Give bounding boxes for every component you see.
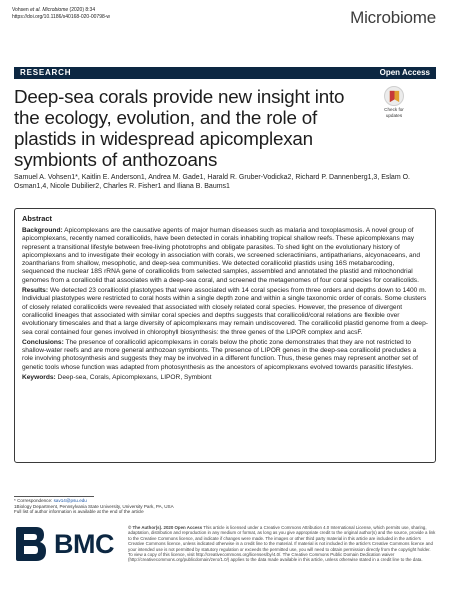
citation-line [12, 7, 110, 14]
more-info-line: Full list of author information is available at the end of the article [14, 509, 144, 515]
abstract-background [22, 227, 428, 285]
copyright-bold: © The Author(s). 2020 Open Access [128, 525, 203, 530]
bmc-logo-text: BMC [54, 529, 114, 559]
abstract-box [14, 208, 436, 463]
citation-block [12, 7, 110, 21]
footnote-divider [14, 496, 94, 497]
conclusions-label: Conclusions: [22, 338, 64, 346]
citation-etal: et al. [28, 7, 43, 13]
doi-link[interactable]: https://doi.org/10.1186/s40168-020-00798-w [12, 14, 111, 20]
background-label: Background: [22, 227, 63, 234]
section-banner [14, 67, 436, 79]
bmc-logo-icon [14, 525, 50, 565]
journal-brand: Microbiome [350, 8, 436, 27]
updates-label-line2: updates [385, 112, 403, 118]
copyright-text: This article is licensed under a Creative Commons Attribution 4.0 International License, which permits use, sharing, adaptation, distribution and reproduction in any medium or format, as long as you give appropriate credit to the original author(s) and the source, provide a link to the Creative Commons licence, and indicate if changes were made. The images or other third party material in this article are included in the article's Creative Commons licence, unless indicated otherwise in a credit line to the material. If material is not included in the article's Creative Commons licence and your intended use is not permitted by statutory regulation or exceeds the permitted use, you will need to obtain permission directly from the copyright holder. To view a copy of this licence, visit http://creativecommons.org/licenses/by/4.0/. The Creative Commons Public Domain Dedication waiver (http://creativecommons.org/publicdomain/zero/1.0/) applies to the data made available in this article, unless otherwise stated in a credit line to the data. [128, 525, 436, 563]
correspondence-prefix: * Correspondence: [14, 498, 54, 503]
keywords-text: Deep-sea, Corals, Apicomplexans, LIPOR, Symbiont [55, 374, 212, 382]
open-access-label: Open Access [379, 68, 430, 77]
updates-label-line1: Check for [384, 107, 404, 112]
background-text: Apicomplexans are the causative agents of major human diseases such as malaria and toxoplasmosis. A novel group of apicomplexans, recently named corallicolids, have been detected in corals inhabiting tropical shallow reefs. These apicomplexans may represent a transitional lifestyle between free-living phototrophs and obligate parasites. To shed light on the evolutionary history of apicomplexans and to investigate their ecology in association with corals, we screened scleractinians, antipatharians, alcyonaceans, and zoantharians from shallow, mesophotic, and deep-sea communities. We detected corallicolid plastids using 16S metabarcoding, sequenced the nuclear 18S rRNA gene of corallicolids from selected samples, assembled and annotated the plastid and mitochondrial genomes from a corallicolid that associates with a deep-sea coral, and screened the metagenomes of four coral species for corallicolids. [22, 227, 421, 284]
citation-journal: Microbiome [42, 7, 69, 13]
abstract-conclusions [22, 339, 428, 372]
footnotes [14, 498, 214, 515]
results-label: Results: [22, 287, 49, 295]
citation-authors: Vohsen [12, 7, 29, 13]
conclusions-text: The presence of corallicolid apicomplexans in corals below the photic zone demonstrates that they are not restricted to shallow-water reefs and are more general anthozoan symbionts. The presence of LIPOR genes in the deep-sea corallicolid precludes a role involving photosynthesis and suggests they may be involved in a different function. Thus, these genes may represent another set of genetic tools whose function was adapted from photosynthesis as the ancestors of apicomplexans evolved towards parasitic lifestyles. [22, 338, 418, 371]
abstract-heading: Abstract [22, 214, 52, 223]
abstract-keywords [22, 374, 428, 382]
keywords-label: Keywords: [22, 374, 56, 382]
check-for-updates-badge[interactable] [374, 86, 414, 120]
bmc-logo [14, 525, 114, 565]
section-label: RESEARCH [20, 68, 72, 77]
updates-label [374, 107, 414, 118]
affiliation-line: 1Biology Department, Pennsylvania State University, University Park, PA, USA [14, 503, 174, 509]
license-text [128, 525, 436, 563]
correspondence-email-link[interactable]: sav14@psu.edu [53, 498, 87, 503]
abstract-results [22, 287, 428, 337]
author-list: Samuel A. Vohsen1*, Kaitlin E. Anderson1, Andrea M. Gade1, Harald R. Gruber-Vodicka2, Richard P. Dannenberg1,3, Eslam O. Osman1,4, Nicole Dubilier2, Charles R. Fisher1 and Iliana B. Baums1 [14, 174, 410, 190]
article-title: Deep-sea corals provide new insight into the ecology, evolution, and the role of plastids in widespread apicomplexan symbionts of anthozoans [14, 86, 345, 170]
citation-volume: (2020) 8:34 [68, 7, 96, 13]
results-text: We detected 23 corallicolid plastotypes that were associated with 14 coral species from three orders and depths down to 1400 m. Individual plastotypes were restricted to coral hosts within a single depth zone and within a single taxonomic order of corals. Some clusters of closely related corallicolids were revealed that associated with closely related coral species. However, the presence of divergent corallicolid lineages that associated with similar coral species and depths suggests that corallicolid/coral relations are flexible over evolutionary timescales and that a large diversity of apicomplexans may remain undiscovered. The corallicolid plastid genome from a deep-sea coral contained four genes involved in chlorophyll biosynthesis: the three genes of the LIPOR complex and acsF. [22, 287, 428, 336]
updates-icon [384, 86, 404, 106]
